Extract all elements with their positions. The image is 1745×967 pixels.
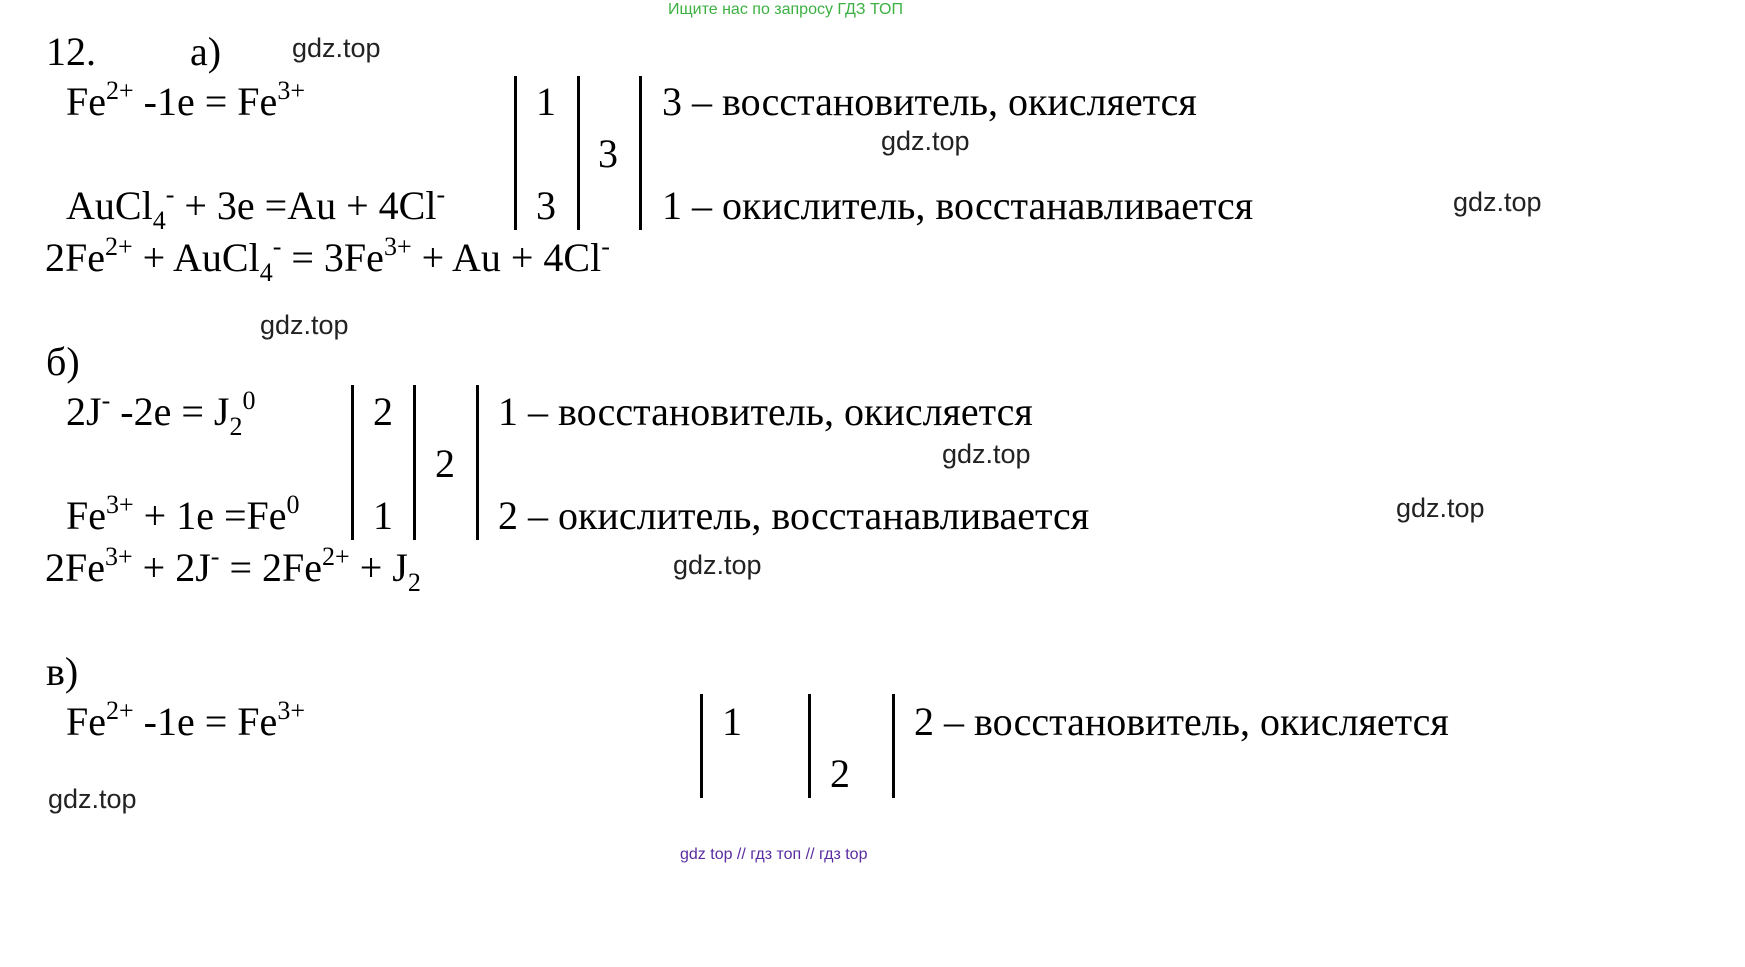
role-text: 1 – восстановитель, окисляется	[498, 389, 1033, 434]
watermark: gdz.top	[673, 550, 762, 580]
common-multiple: 3	[598, 131, 618, 176]
part-a-total-equation: $2Fe^{2+}$ + AuCl$_4$- = $3Fe^{3+} + Au + 4Cl^-$	[45, 232, 610, 287]
role-text: 1 – окислитель, восстанавливается	[662, 183, 1254, 228]
part-b-total-equation: $2Fe^{3+} + 2J^- = 2Fe^{2+} + J_2$	[45, 542, 421, 597]
part-b-half-reaction-oxidation: 2J- $-2e = J_2^0$	[66, 386, 256, 441]
footer-links: gdz top // гдз топ // гдз top	[680, 846, 868, 863]
balance-divider	[514, 76, 517, 230]
balance-divider	[639, 76, 642, 230]
part-c-label: в)	[46, 649, 79, 694]
role-text: 2 – окислитель, восстанавливается	[498, 493, 1090, 538]
electron-count: 3	[536, 183, 556, 228]
watermark: gdz.top	[942, 439, 1031, 469]
balance-divider	[700, 694, 703, 798]
part-b-label: б)	[46, 339, 80, 384]
balance-divider	[577, 76, 580, 230]
common-multiple: 2	[435, 441, 455, 486]
watermark: gdz.top	[881, 126, 970, 156]
common-multiple: 2	[830, 751, 850, 796]
watermark: gdz.top	[1453, 187, 1542, 217]
electron-count: 1	[722, 699, 742, 744]
watermark: gdz.top	[1396, 493, 1485, 523]
balance-divider	[413, 385, 416, 540]
balance-divider	[892, 694, 895, 798]
part-a-half-reaction-oxidation: $Fe^{2+}$ $-1e = Fe^{3+}$	[66, 76, 305, 124]
balance-divider	[476, 385, 479, 540]
part-a-label: а)	[190, 29, 222, 74]
role-text: 2 – восстановитель, окисляется	[914, 699, 1449, 744]
electron-count: 1	[536, 79, 556, 124]
part-c-half-reaction-oxidation: $Fe^{2+}$ $-1e = Fe^{3+}$	[66, 696, 305, 744]
search-hint: Ищите нас по запросу ГДЗ ТОП	[668, 1, 903, 18]
electron-count: 2	[373, 389, 393, 434]
electron-count: 1	[373, 493, 393, 538]
balance-divider	[351, 385, 354, 540]
part-b-half-reaction-reduction: $Fe^{3+} + 1e =Fe^0$	[66, 490, 300, 538]
watermark: gdz.top	[260, 310, 349, 340]
watermark: gdz.top	[292, 33, 381, 63]
watermark: gdz.top	[48, 784, 137, 814]
role-text: 3 – восстановитель, окисляется	[662, 79, 1197, 124]
problem-number: 12.	[46, 29, 96, 74]
balance-divider	[808, 694, 811, 798]
part-a-half-reaction-reduction: AuCl$_4$- + 3e =Au + 4Cl-	[66, 180, 446, 235]
